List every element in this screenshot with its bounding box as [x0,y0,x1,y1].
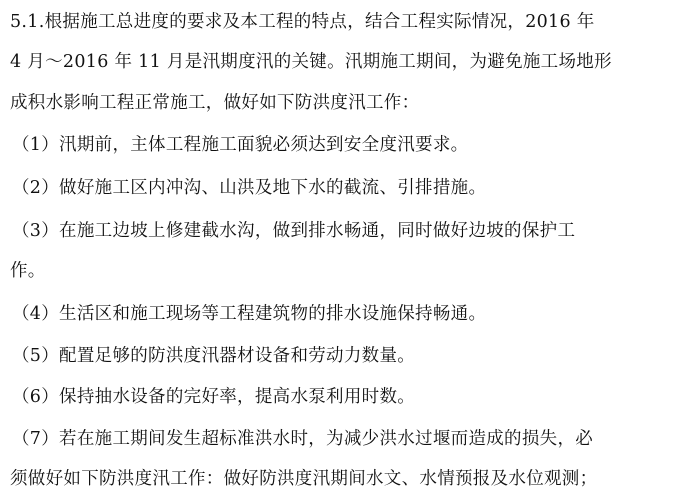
section-intro-text-1: 根据施工总进度的要求及本工程的特点，结合工程实际情况，2016 年 [44,12,595,32]
list-item-5 [12,341,696,371]
list-item-label: （4） [12,304,60,324]
list-item-3 [12,216,696,246]
list-item-text: 保持抽水设备的完好率，提高水泵利用时数。 [59,387,416,407]
list-item-3-continued: 作。 [10,261,46,281]
section-number: 5.1. [10,12,45,32]
list-item-label: （5） [12,346,60,366]
list-item-label: （6） [12,387,60,407]
list-item-text: 做好施工区内冲沟、山洪及地下水的截流、引排措施。 [59,178,487,198]
section-intro-line-3: 成积水影响工程正常施工，做好如下防洪度汛工作： [10,93,420,113]
list-item-4 [12,299,696,329]
list-item-label: （3） [12,221,60,241]
list-item-text: 配置足够的防洪度汛器材设备和劳动力数量。 [59,346,416,366]
list-item-2 [12,173,696,203]
list-item-text: 在施工边坡上修建截水沟，做到排水畅通，同时做好边坡的保护工 [59,221,576,241]
list-item-6 [12,382,696,412]
list-item-1 [12,130,696,160]
list-item-label: （2） [12,178,60,198]
list-item-7-continued: 须做好如下防洪度汛工作：做好防洪度汛期间水文、水情预报及水位观测； [10,469,598,489]
list-item-text: 生活区和施工现场等工程建筑物的排水设施保持畅通。 [59,304,487,324]
list-item-text: 若在施工期间发生超标准洪水时，为减少洪水过堰而造成的损失，必 [59,429,594,449]
list-item-7 [12,424,696,454]
list-item-label: （7） [12,429,60,449]
list-item-label: （1） [12,135,60,155]
section-intro-line-2: 4 月～2016 年 11 月是汛期度汛的关键。汛期施工期间，为避免施工场地形 [10,52,612,72]
list-item-text: 汛期前，主体工程施工面貌必须达到安全度汛要求。 [59,135,469,155]
section-intro-line-1 [10,7,696,37]
